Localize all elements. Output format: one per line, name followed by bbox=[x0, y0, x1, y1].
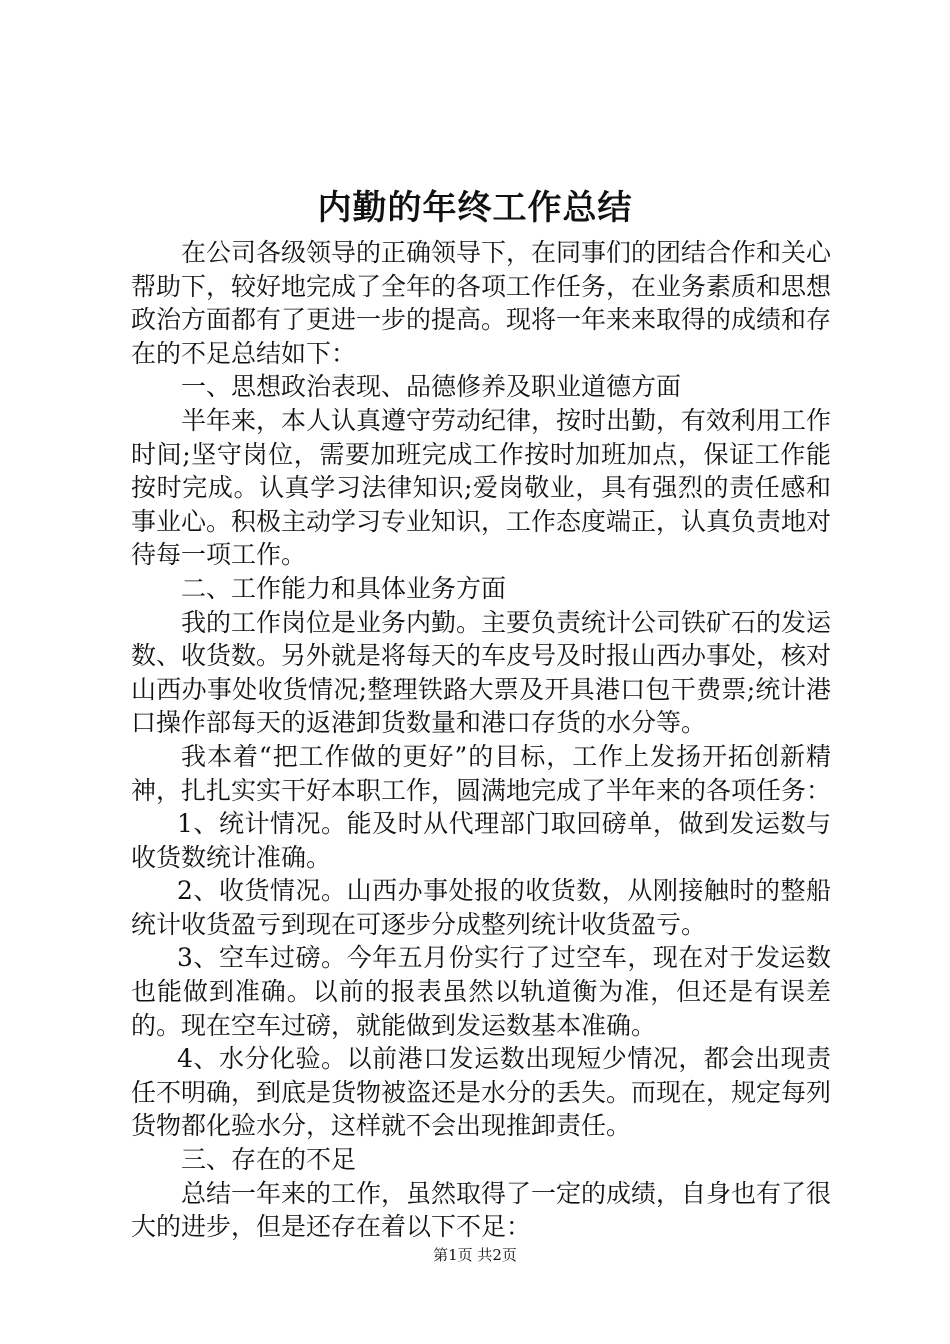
list-item-empty-weighing: 3、空车过磅。今年五月份实行了过空车，现在对于发运数也能做到准确。以前的报表虽然以轨道衡为准，但还是有误差的。现在空车过磅，就能做到发运数基本准确。 bbox=[131, 943, 831, 1040]
section-1-paragraph: 半年来，本人认真遵守劳动纪律，按时出勤，有效利用工作时间;坚守岗位，需要加班完成工作按时加班加点，保证工作能按时完成。认真学习法律知识;爱岗敬业，具有强烈的责任感和事业心。积极主动学习专业知识，工作态度端正，认真负责地对待每一项工作。 bbox=[131, 405, 832, 570]
list-item-statistics: 1、统计情况。能及时从代理部门取回磅单，做到发运数与收货数统计准确。 bbox=[131, 809, 831, 872]
section-heading-2: 二、工作能力和具体业务方面 bbox=[181, 573, 507, 603]
section-heading-3: 三、存在的不足 bbox=[181, 1145, 357, 1175]
section-heading-1: 一、思想政治表现、品德修养及职业道德方面 bbox=[181, 372, 682, 402]
section-2-goal-paragraph: 我本着“把工作做的更好”的目标，工作上发扬开拓创新精神，扎扎实实干好本职工作，圆满地完成了半年来的各项任务： bbox=[131, 741, 832, 805]
section-2-paragraph: 我的工作岗位是业务内勤。主要负责统计公司铁矿石的发运数、收货数。另外就是将每天的车皮号及时报山西办事处，核对山西办事处收货情况;整理铁路大票及开具港口包干费票;统计港口操作部每天的返港卸货数量和港口存货的水分等。 bbox=[131, 607, 832, 738]
list-item-moisture-test: 4、水分化验。以前港口发运数出现短少情况，都会出现责任不明确，到底是货物被盗还是水分的丢失。而现在，规定每列货物都化验水分，这样就不会出现推卸责任。 bbox=[131, 1044, 832, 1141]
page-number-footer: 第1页 共2页 bbox=[433, 1246, 517, 1264]
list-item-receiving: 2、收货情况。山西办事处报的收货数，从刚接触时的整船统计收货盈亏到现在可逐步分成整列统计收货盈亏。 bbox=[131, 876, 831, 939]
document-title: 内勤的年终工作总结 bbox=[317, 188, 633, 228]
section-3-paragraph: 总结一年来的工作，虽然取得了一定的成绩，自身也有了很大的进步，但是还存在着以下不足： bbox=[131, 1178, 832, 1242]
document-body bbox=[131, 236, 831, 1244]
intro-paragraph: 在公司各级领导的正确领导下，在同事们的团结合作和关心帮助下，较好地完成了全年的各项工作任务，在业务素质和思想政治方面都有了更进一步的提高。现将一年来来取得的成绩和存在的不足总结如下： bbox=[131, 238, 832, 368]
